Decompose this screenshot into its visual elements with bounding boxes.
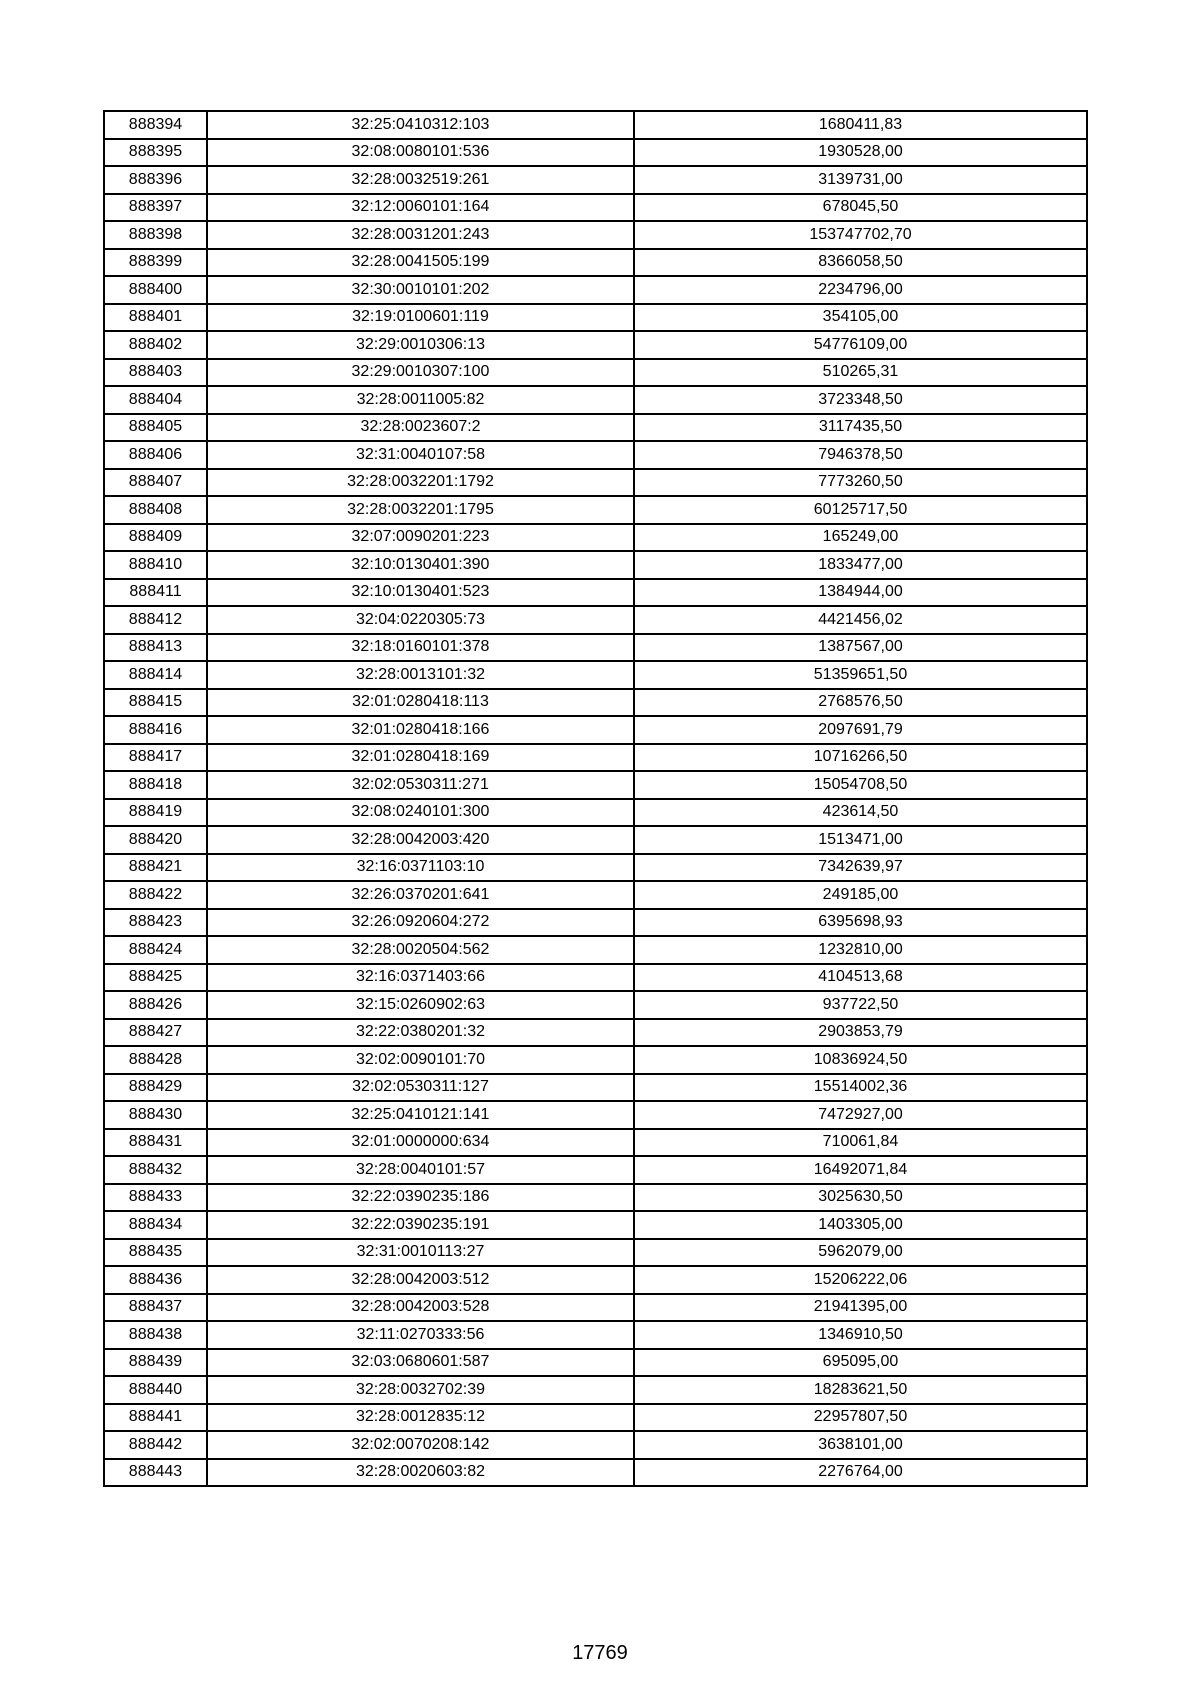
table-row <box>104 1376 1087 1404</box>
cadastral-value-cell: 7342639,97 <box>634 854 1087 882</box>
cadastral-number-cell: 32:28:0032201:1795 <box>207 496 634 524</box>
cadastral-value-cell: 1833477,00 <box>634 551 1087 579</box>
table-row <box>104 469 1087 497</box>
cadastral-number-cell: 32:31:0040107:58 <box>207 441 634 469</box>
cadastral-value-cell: 2097691,79 <box>634 716 1087 744</box>
cadastral-number-cell: 32:28:0020603:82 <box>207 1459 634 1487</box>
table-row <box>104 1239 1087 1267</box>
cadastral-number-cell: 32:31:0010113:27 <box>207 1239 634 1267</box>
row-number-cell: 888427 <box>104 1019 207 1047</box>
row-number-cell: 888440 <box>104 1376 207 1404</box>
table-row <box>104 744 1087 772</box>
table-row <box>104 276 1087 304</box>
table-row <box>104 414 1087 442</box>
row-number-cell: 888430 <box>104 1101 207 1129</box>
cadastral-number-cell: 32:28:0013101:32 <box>207 661 634 689</box>
row-number-cell: 888423 <box>104 909 207 937</box>
cadastral-number-cell: 32:25:0410121:141 <box>207 1101 634 1129</box>
cadastral-value-cell: 15054708,50 <box>634 771 1087 799</box>
row-number-cell: 888435 <box>104 1239 207 1267</box>
cadastral-number-cell: 32:08:0080101:536 <box>207 139 634 167</box>
cadastral-value-cell: 153747702,70 <box>634 221 1087 249</box>
cadastral-value-cell: 2276764,00 <box>634 1459 1087 1487</box>
cadastral-value-cell: 1513471,00 <box>634 826 1087 854</box>
row-number-cell: 888433 <box>104 1184 207 1212</box>
cadastral-value-cell: 15206222,06 <box>634 1266 1087 1294</box>
table-row <box>104 1074 1087 1102</box>
cadastral-number-cell: 32:01:0280418:113 <box>207 689 634 717</box>
row-number-cell: 888441 <box>104 1404 207 1432</box>
table-row <box>104 304 1087 332</box>
cadastral-number-cell: 32:28:0042003:528 <box>207 1294 634 1322</box>
cadastral-number-cell: 32:28:0012835:12 <box>207 1404 634 1432</box>
row-number-cell: 888405 <box>104 414 207 442</box>
table-row <box>104 771 1087 799</box>
cadastral-number-cell: 32:15:0260902:63 <box>207 991 634 1019</box>
cadastral-value-cell: 4421456,02 <box>634 606 1087 634</box>
row-number-cell: 888410 <box>104 551 207 579</box>
table-row <box>104 1404 1087 1432</box>
cadastral-number-cell: 32:10:0130401:523 <box>207 579 634 607</box>
row-number-cell: 888431 <box>104 1129 207 1157</box>
cadastral-value-cell: 3025630,50 <box>634 1184 1087 1212</box>
cadastral-value-cell: 1403305,00 <box>634 1211 1087 1239</box>
table-row <box>104 1184 1087 1212</box>
table-row <box>104 1046 1087 1074</box>
table-row <box>104 799 1087 827</box>
table-row <box>104 881 1087 909</box>
row-number-cell: 888419 <box>104 799 207 827</box>
row-number-cell: 888408 <box>104 496 207 524</box>
row-number-cell: 888411 <box>104 579 207 607</box>
cadastral-value-cell: 1384944,00 <box>634 579 1087 607</box>
cadastral-number-cell: 32:28:0023607:2 <box>207 414 634 442</box>
row-number-cell: 888421 <box>104 854 207 882</box>
table-row <box>104 194 1087 222</box>
row-number-cell: 888422 <box>104 881 207 909</box>
cadastral-value-cell: 2903853,79 <box>634 1019 1087 1047</box>
cadastral-value-cell: 16492071,84 <box>634 1156 1087 1184</box>
cadastral-number-cell: 32:02:0530311:127 <box>207 1074 634 1102</box>
cadastral-number-cell: 32:26:0920604:272 <box>207 909 634 937</box>
cadastral-number-cell: 32:11:0270333:56 <box>207 1321 634 1349</box>
cadastral-value-cell: 710061,84 <box>634 1129 1087 1157</box>
cadastral-number-cell: 32:03:0680601:587 <box>207 1349 634 1377</box>
cadastral-number-cell: 32:28:0032519:261 <box>207 166 634 194</box>
cadastral-value-cell: 3139731,00 <box>634 166 1087 194</box>
table-row <box>104 1349 1087 1377</box>
table-row <box>104 1266 1087 1294</box>
row-number-cell: 888413 <box>104 634 207 662</box>
cadastral-value-cell: 1346910,50 <box>634 1321 1087 1349</box>
cadastral-value-cell: 51359651,50 <box>634 661 1087 689</box>
row-number-cell: 888397 <box>104 194 207 222</box>
table-row <box>104 909 1087 937</box>
row-number-cell: 888418 <box>104 771 207 799</box>
cadastral-value-cell: 6395698,93 <box>634 909 1087 937</box>
cadastral-number-cell: 32:28:0020504:562 <box>207 936 634 964</box>
row-number-cell: 888437 <box>104 1294 207 1322</box>
cadastral-value-cell: 695095,00 <box>634 1349 1087 1377</box>
cadastral-value-cell: 1387567,00 <box>634 634 1087 662</box>
table-row <box>104 936 1087 964</box>
cadastral-number-cell: 32:28:0032702:39 <box>207 1376 634 1404</box>
cadastral-value-table <box>103 110 1088 1487</box>
table-row <box>104 249 1087 277</box>
cadastral-number-cell: 32:28:0040101:57 <box>207 1156 634 1184</box>
cadastral-number-cell: 32:02:0530311:271 <box>207 771 634 799</box>
cadastral-number-cell: 32:18:0160101:378 <box>207 634 634 662</box>
cadastral-value-cell: 1680411,83 <box>634 111 1087 139</box>
cadastral-number-cell: 32:29:0010307:100 <box>207 359 634 387</box>
table-row <box>104 716 1087 744</box>
table-row <box>104 1211 1087 1239</box>
cadastral-number-cell: 32:07:0090201:223 <box>207 524 634 552</box>
cadastral-number-cell: 32:22:0390235:191 <box>207 1211 634 1239</box>
cadastral-number-cell: 32:28:0042003:512 <box>207 1266 634 1294</box>
table-row <box>104 1101 1087 1129</box>
row-number-cell: 888428 <box>104 1046 207 1074</box>
table-row <box>104 551 1087 579</box>
cadastral-number-cell: 32:30:0010101:202 <box>207 276 634 304</box>
table-row <box>104 661 1087 689</box>
row-number-cell: 888417 <box>104 744 207 772</box>
row-number-cell: 888401 <box>104 304 207 332</box>
cadastral-number-cell: 32:01:0000000:634 <box>207 1129 634 1157</box>
cadastral-value-cell: 5962079,00 <box>634 1239 1087 1267</box>
cadastral-value-cell: 937722,50 <box>634 991 1087 1019</box>
cadastral-value-cell: 354105,00 <box>634 304 1087 332</box>
cadastral-value-cell: 678045,50 <box>634 194 1087 222</box>
table-row <box>104 854 1087 882</box>
cadastral-number-cell: 32:28:0042003:420 <box>207 826 634 854</box>
row-number-cell: 888429 <box>104 1074 207 1102</box>
cadastral-value-cell: 15514002,36 <box>634 1074 1087 1102</box>
table-row <box>104 139 1087 167</box>
row-number-cell: 888402 <box>104 331 207 359</box>
row-number-cell: 888406 <box>104 441 207 469</box>
page-number: 17769 <box>572 1642 628 1664</box>
cadastral-number-cell: 32:22:0390235:186 <box>207 1184 634 1212</box>
cadastral-value-cell: 10836924,50 <box>634 1046 1087 1074</box>
table-row <box>104 111 1087 139</box>
cadastral-number-cell: 32:26:0370201:641 <box>207 881 634 909</box>
row-number-cell: 888404 <box>104 386 207 414</box>
row-number-cell: 888414 <box>104 661 207 689</box>
cadastral-number-cell: 32:02:0070208:142 <box>207 1431 634 1459</box>
table-row <box>104 1156 1087 1184</box>
row-number-cell: 888409 <box>104 524 207 552</box>
table-row <box>104 221 1087 249</box>
table-row <box>104 991 1087 1019</box>
cadastral-value-cell: 18283621,50 <box>634 1376 1087 1404</box>
cadastral-value-cell: 4104513,68 <box>634 964 1087 992</box>
table-row <box>104 579 1087 607</box>
cadastral-number-cell: 32:08:0240101:300 <box>207 799 634 827</box>
cadastral-number-cell: 32:22:0380201:32 <box>207 1019 634 1047</box>
cadastral-value-cell: 3638101,00 <box>634 1431 1087 1459</box>
cadastral-value-cell: 21941395,00 <box>634 1294 1087 1322</box>
cadastral-number-cell: 32:28:0011005:82 <box>207 386 634 414</box>
table-row <box>104 1129 1087 1157</box>
row-number-cell: 888439 <box>104 1349 207 1377</box>
row-number-cell: 888416 <box>104 716 207 744</box>
cadastral-number-cell: 32:25:0410312:103 <box>207 111 634 139</box>
cadastral-value-cell: 7946378,50 <box>634 441 1087 469</box>
table-row <box>104 1019 1087 1047</box>
cadastral-value-cell: 3117435,50 <box>634 414 1087 442</box>
cadastral-value-cell: 2234796,00 <box>634 276 1087 304</box>
row-number-cell: 888443 <box>104 1459 207 1487</box>
row-number-cell: 888395 <box>104 139 207 167</box>
cadastral-value-cell: 3723348,50 <box>634 386 1087 414</box>
row-number-cell: 888412 <box>104 606 207 634</box>
cadastral-value-cell: 249185,00 <box>634 881 1087 909</box>
cadastral-value-cell: 165249,00 <box>634 524 1087 552</box>
row-number-cell: 888425 <box>104 964 207 992</box>
table-row <box>104 964 1087 992</box>
row-number-cell: 888442 <box>104 1431 207 1459</box>
row-number-cell: 888415 <box>104 689 207 717</box>
cadastral-number-cell: 32:04:0220305:73 <box>207 606 634 634</box>
row-number-cell: 888434 <box>104 1211 207 1239</box>
cadastral-value-cell: 60125717,50 <box>634 496 1087 524</box>
table-row <box>104 634 1087 662</box>
cadastral-number-cell: 32:29:0010306:13 <box>207 331 634 359</box>
cadastral-value-cell: 1930528,00 <box>634 139 1087 167</box>
cadastral-value-cell: 8366058,50 <box>634 249 1087 277</box>
cadastral-number-cell: 32:01:0280418:169 <box>207 744 634 772</box>
row-number-cell: 888407 <box>104 469 207 497</box>
cadastral-value-cell: 10716266,50 <box>634 744 1087 772</box>
table-row <box>104 1431 1087 1459</box>
cadastral-value-cell: 1232810,00 <box>634 936 1087 964</box>
cadastral-value-cell: 22957807,50 <box>634 1404 1087 1432</box>
row-number-cell: 888424 <box>104 936 207 964</box>
row-number-cell: 888394 <box>104 111 207 139</box>
cadastral-number-cell: 32:01:0280418:166 <box>207 716 634 744</box>
row-number-cell: 888426 <box>104 991 207 1019</box>
table-row <box>104 496 1087 524</box>
cadastral-number-cell: 32:16:0371103:10 <box>207 854 634 882</box>
table-row <box>104 331 1087 359</box>
row-number-cell: 888396 <box>104 166 207 194</box>
cadastral-number-cell: 32:19:0100601:119 <box>207 304 634 332</box>
cadastral-number-cell: 32:10:0130401:390 <box>207 551 634 579</box>
cadastral-value-cell: 7773260,50 <box>634 469 1087 497</box>
row-number-cell: 888399 <box>104 249 207 277</box>
table-row <box>104 606 1087 634</box>
cadastral-number-cell: 32:12:0060101:164 <box>207 194 634 222</box>
table-row <box>104 1321 1087 1349</box>
table-row <box>104 1459 1087 1487</box>
cadastral-value-cell: 7472927,00 <box>634 1101 1087 1129</box>
table-row <box>104 441 1087 469</box>
table-row <box>104 386 1087 414</box>
row-number-cell: 888438 <box>104 1321 207 1349</box>
cadastral-value-cell: 54776109,00 <box>634 331 1087 359</box>
row-number-cell: 888432 <box>104 1156 207 1184</box>
cadastral-value-cell: 510265,31 <box>634 359 1087 387</box>
table-row <box>104 524 1087 552</box>
cadastral-number-cell: 32:28:0041505:199 <box>207 249 634 277</box>
row-number-cell: 888420 <box>104 826 207 854</box>
cadastral-value-cell: 2768576,50 <box>634 689 1087 717</box>
table-body <box>104 111 1087 1486</box>
row-number-cell: 888400 <box>104 276 207 304</box>
cadastral-number-cell: 32:28:0032201:1792 <box>207 469 634 497</box>
table-row <box>104 1294 1087 1322</box>
row-number-cell: 888403 <box>104 359 207 387</box>
cadastral-number-cell: 32:28:0031201:243 <box>207 221 634 249</box>
table-row <box>104 166 1087 194</box>
cadastral-value-cell: 423614,50 <box>634 799 1087 827</box>
row-number-cell: 888436 <box>104 1266 207 1294</box>
table-row <box>104 359 1087 387</box>
row-number-cell: 888398 <box>104 221 207 249</box>
table-row <box>104 689 1087 717</box>
table-row <box>104 826 1087 854</box>
cadastral-number-cell: 32:16:0371403:66 <box>207 964 634 992</box>
cadastral-number-cell: 32:02:0090101:70 <box>207 1046 634 1074</box>
